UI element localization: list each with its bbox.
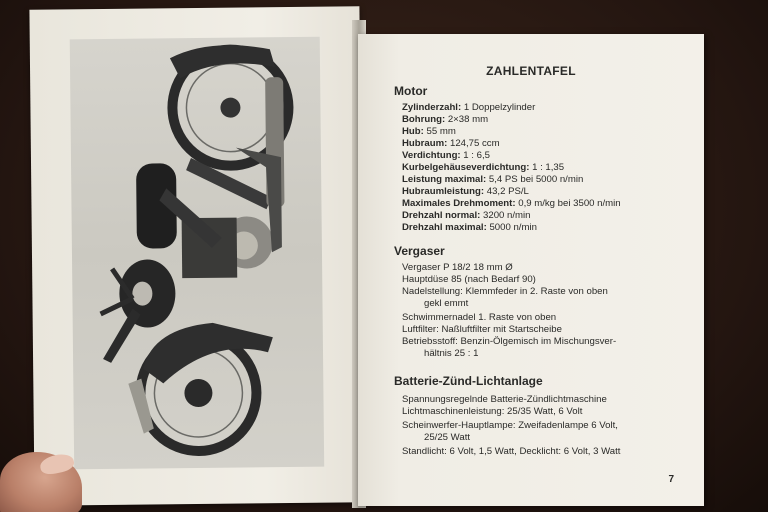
spec-line: Hub: 55 mm [402,126,456,137]
section-heading-batterie: Batterie-Zünd-Lichtanlage [394,374,543,388]
spec-line: Maximales Drehmoment: 0,9 m/kg bei 3500 n/min [402,198,621,209]
spec-line: Luftfilter: Naßluftfilter mit Startscheibe [402,324,562,335]
spec-line: Standlicht: 6 Volt, 1,5 Watt, Decklicht: 6 Volt, 3 Watt [402,446,621,457]
spec-line: Kurbelgehäuseverdichtung: 1 : 1,35 [402,162,565,173]
spec-line: Nadelstellung: Klemmfeder in 2. Raste von oben [402,286,608,297]
spec-line: Betriebsstoff: Benzin-Ölgemisch im Mischungsver- [402,336,617,347]
spec-line: Hubraumleistung: 43,2 PS/L [402,186,529,197]
left-page [29,6,364,505]
spec-line: Verdichtung: 1 : 6,5 [402,150,490,161]
section-heading-motor: Motor [394,84,428,98]
spec-line: Zylinderzahl: 1 Doppelzylinder [402,102,536,113]
spec-line: gekl emmt [424,298,469,309]
section-heading-vergaser: Vergaser [394,244,445,258]
spec-line: Hubraum: 124,75 ccm [402,138,500,149]
spec-line: hältnis 25 : 1 [424,348,479,359]
page-number: 7 [668,474,674,485]
spec-line: Vergaser P 18/2 18 mm Ø [402,262,513,273]
spec-line: Hauptdüse 85 (nach Bedarf 90) [402,274,536,285]
spec-line: Lichtmaschinenleistung: 25/35 Watt, 6 Volt [402,406,583,417]
motorcycle-photo [70,37,324,470]
spec-line: Schwimmernadel 1. Raste von oben [402,312,557,323]
spec-line: Drehzahl maximal: 5000 n/min [402,222,537,233]
spec-line: Drehzahl normal: 3200 n/min [402,210,531,221]
spec-line: Spannungsregelnde Batterie-Zündlichtmaschine [402,394,607,405]
spec-line: Scheinwerfer-Hauptlampe: Zweifadenlampe 6 Volt, [402,420,618,431]
spec-line: Bohrung: 2×38 mm [402,114,489,125]
spec-line: 25/25 Watt [424,432,471,443]
page-title: ZAHLENTAFEL [486,64,576,78]
spec-line: Leistung maximal: 5,4 PS bei 5000 n/min [402,174,584,185]
right-page [358,34,704,506]
motorcycle-illustration [70,37,324,470]
